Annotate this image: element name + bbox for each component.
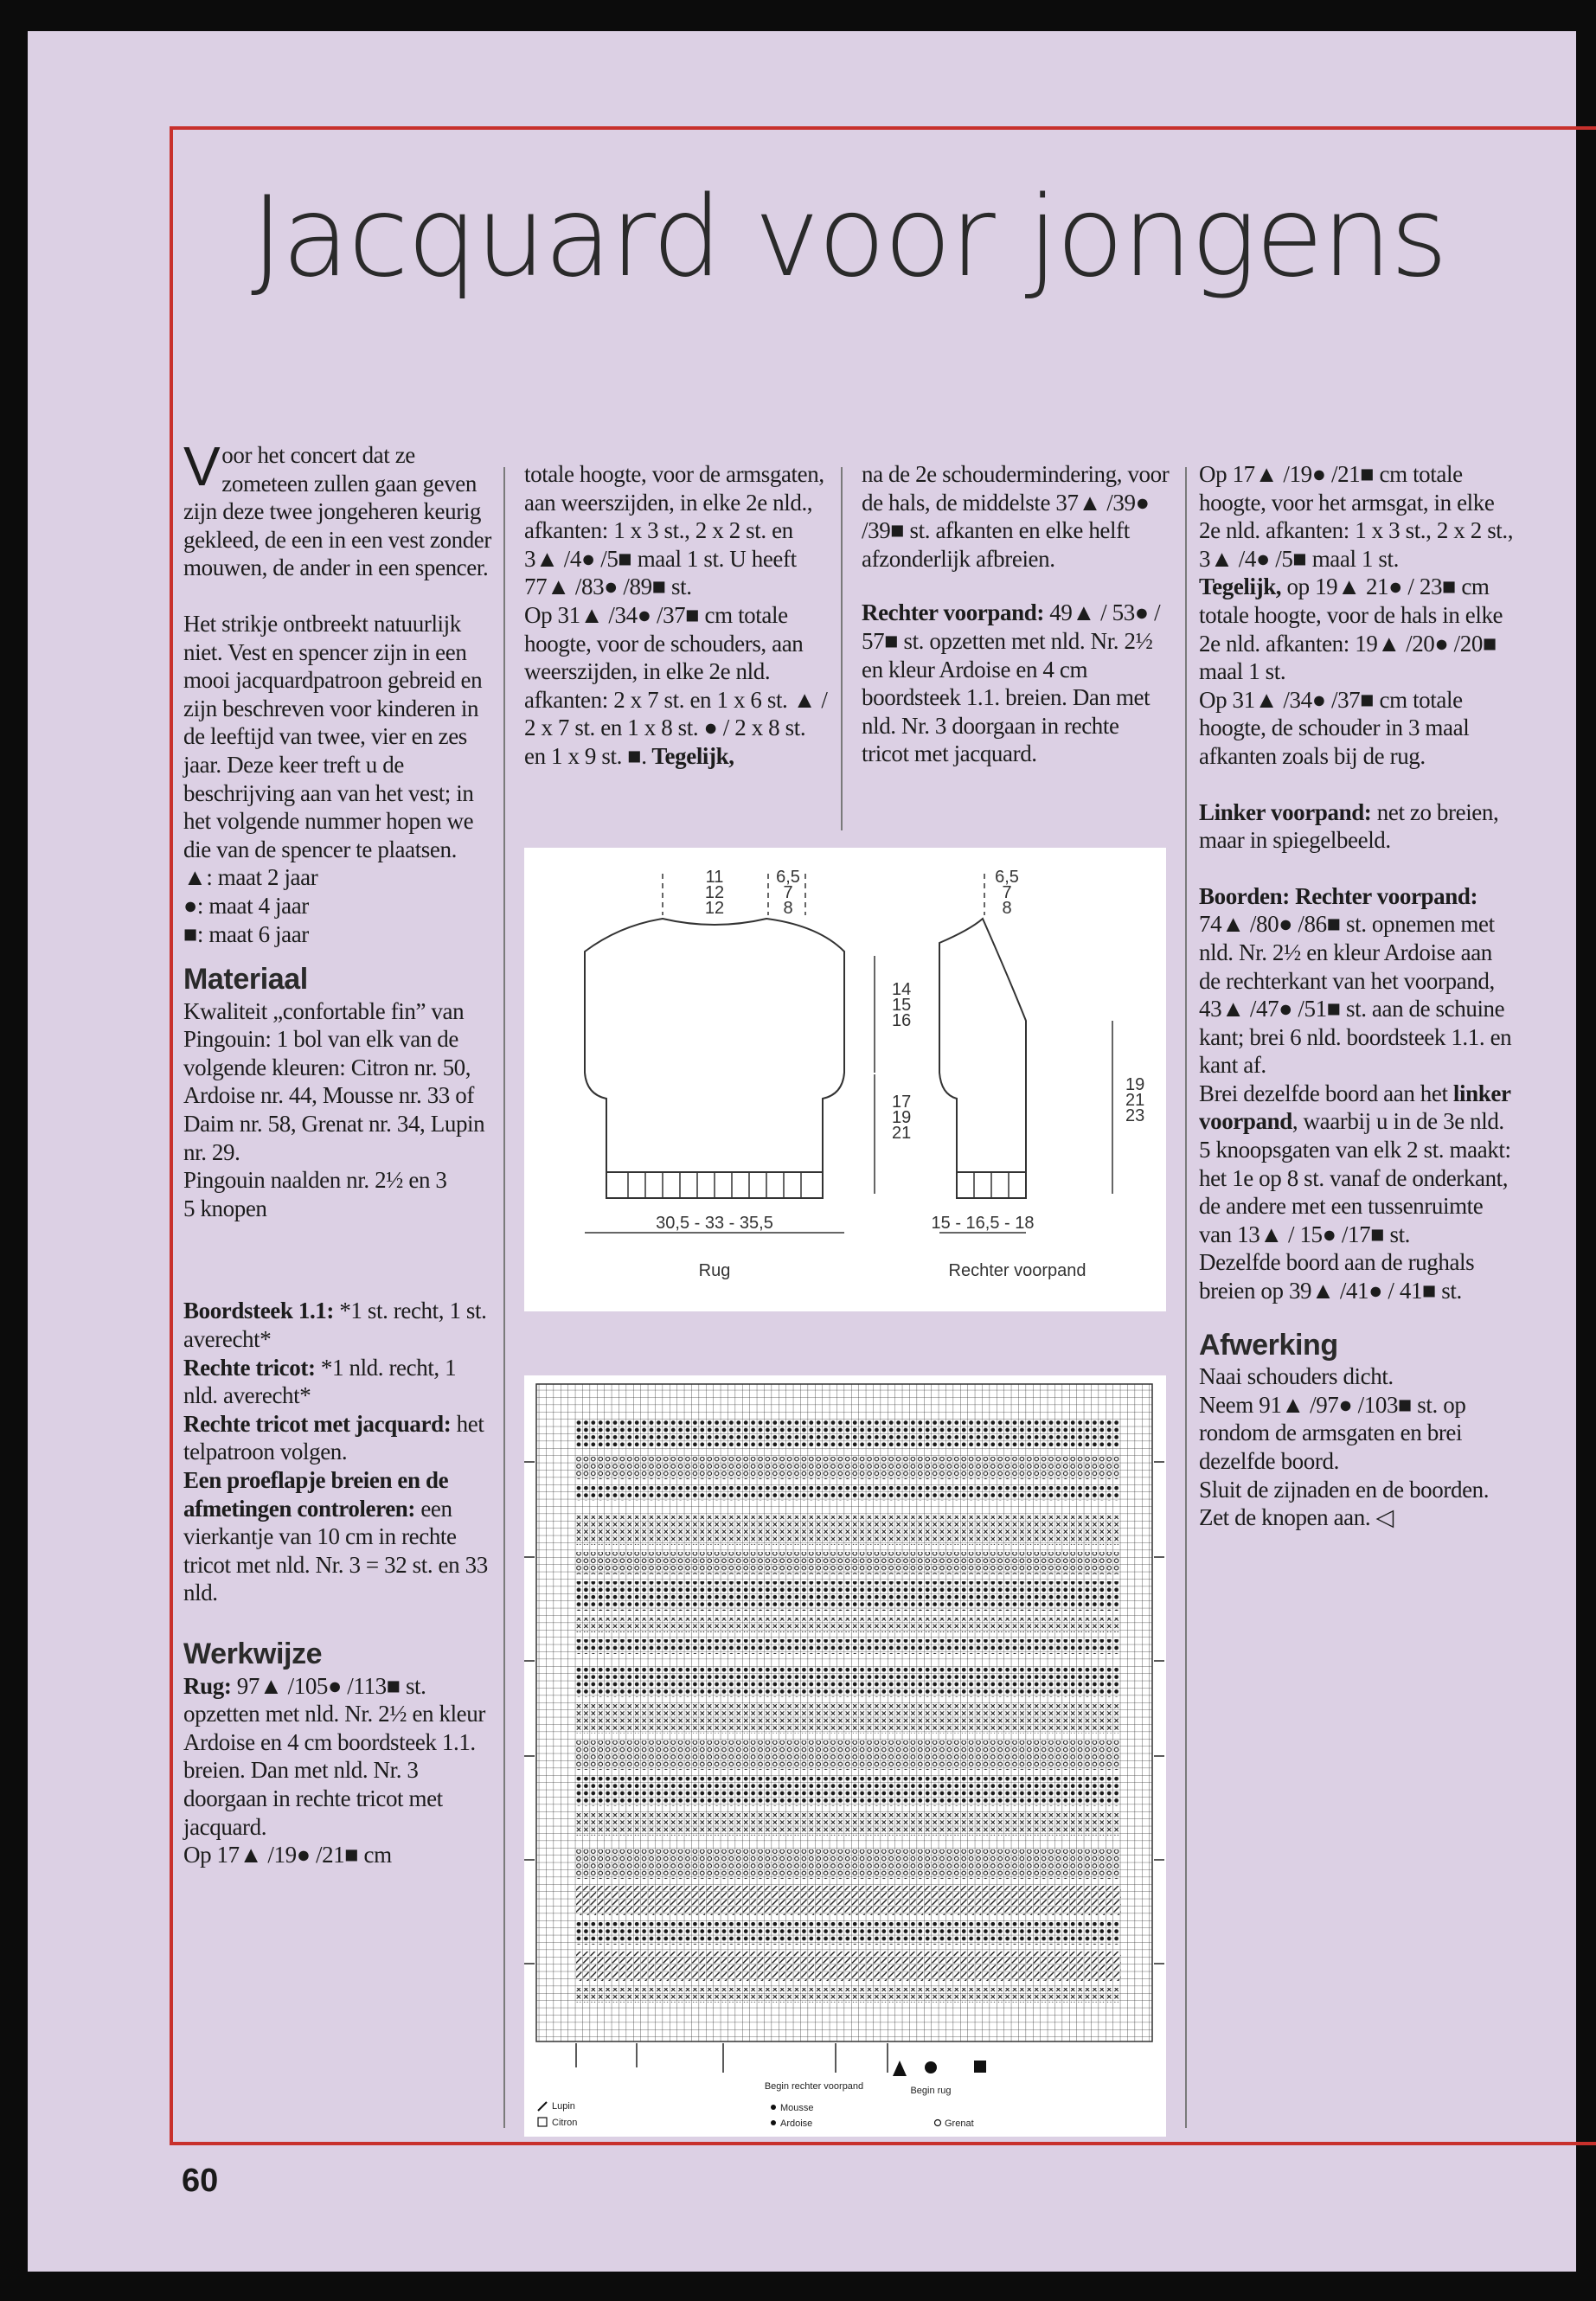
schematic-svg <box>524 848 1166 1311</box>
rug-top-v-1: 14 <box>892 980 912 999</box>
materiaal-text: Kwaliteit „confortable fin” van Pingouin: 1 bol van elk van de volgende kleuren: Citron nr. 50, Ardoise nr. 44, Mousse nr. 33 of Daim nr. 58, Grenat nr. 34, Lupin nr. 29. <box>183 997 485 1165</box>
afwerking-2: Neem 91▲ /97● /103■ st. op rondom de armsgaten en brei dezelfde boord. <box>1199 1391 1466 1474</box>
size-2-legend: ▲: maat 2 jaar <box>183 864 318 891</box>
col4-text-1: Op 17▲ /19● /21■ cm totale hoogte, voor het armsgat, in elke 2e nld. afkanten: 1 x 3 st., 2 x 2 st., 3▲ /4● /5■ maal 1 st. <box>1199 461 1514 572</box>
op17-text: Op 17▲ /19● /21■ cm <box>183 1842 392 1868</box>
schematic-diagram <box>524 848 1166 1311</box>
col4-text-3: Op 31▲ /34● /37■ cm totale hoogte, de schouder in 3 maal afkanten zoals bij de rug. <box>1199 686 1470 769</box>
rv-top-1: 6,5 <box>995 868 1019 887</box>
rug-neck-right-2: 7 <box>783 883 793 902</box>
jacquard-text: Rechte tricot met jacquard: het telpatroon volgen. <box>183 1410 484 1465</box>
rechter-voorpand-text: Rechter voorpand: 49▲ / 53● / 57■ st. opzetten met nld. Nr. 2½ en kleur Ardoise en 4 cm boordsteek 1.1. breien. Dan met nld. Nr. 3 doorgaan in rechte tricot met jacquard. <box>862 599 1161 767</box>
jacquard-chart-svg <box>524 1375 1166 2137</box>
rug-top-v-3: 16 <box>892 1011 912 1030</box>
legend-ardoise: Ardoise <box>780 2118 813 2129</box>
legend-lupin: Lupin <box>552 2101 575 2112</box>
boordsteek-text: Boordsteek 1.1: *1 st. recht, 1 st. averecht* <box>183 1298 487 1353</box>
legend-grenat: Grenat <box>945 2118 974 2129</box>
rechte-tricot-text: Rechte tricot: *1 nld. recht, 1 nld. averecht* <box>183 1354 457 1409</box>
rv-side-v-2: 21 <box>1125 1091 1145 1110</box>
rug-label: Rug <box>698 1261 731 1280</box>
tegelijk-text: Tegelijk, op 19▲ 21● / 23■ cm totale hoogte, voor de hals in elke 2e nld. afkanten: 19▲ /20● /20■ maal 1 st. <box>1199 574 1503 685</box>
legend-mousse: Mousse <box>780 2103 814 2113</box>
column-3 <box>862 460 1170 768</box>
knopen-text: 5 knopen <box>183 1195 267 1221</box>
column-1 <box>183 435 495 1869</box>
begin-rechter-voorpand: Begin rechter voorpand <box>764 2081 864 2092</box>
rv-top-3: 8 <box>1002 899 1012 918</box>
rv-side-v-1: 19 <box>1125 1075 1145 1094</box>
brei-boord-text: Brei dezelfde boord aan het linker voorpand, waarbij u in de 3e nld. 5 knoopsgaten van elk 2 st. maakt: het 1e op 8 st. vanaf de onderkant, de andere met een tussenruimte van 13▲ / 15● /17■ st. <box>1199 1080 1511 1247</box>
materiaal-heading: Materiaal <box>183 963 308 997</box>
frame-bottom-line <box>170 2142 1596 2145</box>
rv-side-v-3: 23 <box>1125 1106 1145 1125</box>
col2-text-2: Op 31▲ /34● /37■ cm totale hoogte, voor de schouders, aan weerszijden, in elke 2e nld. afkanten: 2 x 7 st. en 1 x 6 st. ▲ / 2 x 7 st. en 1 x 8 st. ● / 2 x 8 st. en 1 x 9 st. ■. Tegelijk, <box>524 601 828 769</box>
column-4 <box>1199 460 1514 1532</box>
col2-text-1: totale hoogte, voor de armsgaten, aan weerszijden, in elke 2e nld., afkanten: 1 x 3 st., 2 x 2 st. en 3▲ /4● /5■ maal 1 st. U heeft 77▲ /83● /89■ st. <box>524 461 824 600</box>
col3-text-1: na de 2e schoudermindering, voor de hals, de middelste 37▲ /39● /39■ st. afkanten en elke helft afzonderlijk afbreien. <box>862 461 1170 572</box>
frame-top-line <box>170 126 1596 130</box>
afwerking-heading: Afwerking <box>1199 1328 1338 1362</box>
legend-citron: Citron <box>552 2118 578 2128</box>
column-rule-3 <box>1185 467 1187 2128</box>
rv-width-dim: 15 - 16,5 - 18 <box>931 1214 1035 1233</box>
column-rule-2 <box>841 467 843 830</box>
afwerking-4: Zet de knopen aan. ◁ <box>1199 1504 1394 1531</box>
rug-neck-right-1: 6,5 <box>776 868 800 887</box>
linker-voorpand-text: Linker voorpand: net zo breien, maar in spiegelbeeld. <box>1199 798 1499 854</box>
triangle-marker <box>893 2061 907 2076</box>
rv-label: Rechter voorpand <box>948 1261 1086 1280</box>
rug-neck-left-1: 11 <box>705 868 724 887</box>
square-marker <box>974 2061 986 2073</box>
rug-outline <box>585 919 844 1194</box>
intro-paragraph-2: Het strikje ontbreekt natuurlijk niet. Vest en spencer zijn in een mooi jacquardpatroon gebreid en zijn beschreven voor kinderen in de leeftijd van twee, vier en zes jaar. Deze keer treft u de beschrijving aan van het vest; in het volgende nummer hopen we die van de spencer te plaatsen. <box>183 610 483 862</box>
rv-outline <box>939 919 1026 1194</box>
rug-text: Rug: 97▲ /105● /113■ st. opzetten met nld. Nr. 2½ en kleur Ardoise en 4 cm boordsteek 1.1. breien. Dan met nld. Nr. 3 doorgaan in rechte tricot met jacquard. <box>183 1672 485 1840</box>
circle-marker <box>925 2061 937 2073</box>
afwerking-1: Naai schouders dicht. <box>1199 1363 1394 1390</box>
chart-legend <box>538 2081 974 2129</box>
rv-top-2: 7 <box>1002 883 1012 902</box>
rug-neck-right-3: 8 <box>783 899 793 918</box>
rughals-text: Dezelfde boord aan de rughals breien op 39▲ /41● / 41■ st. <box>1199 1249 1475 1304</box>
page-number: 60 <box>182 2163 219 2199</box>
werkwijze-heading: Werkwijze <box>183 1637 323 1670</box>
rug-top-v-2: 15 <box>892 996 912 1015</box>
intro-paragraph: Voor het concert dat ze zometeen zullen gaan geven zijn deze twee jongeheren keurig gekleed, de een in een vest zonder mouwen, de ander in een spencer. <box>183 435 491 581</box>
jacquard-chart <box>524 1375 1166 2137</box>
rug-side-v-2: 19 <box>892 1108 912 1127</box>
proeflapje-text: Een proeflapje breien en de afmetingen controleren: een vierkantje van 10 cm in rechte tricot met nld. Nr. 3 = 32 st. en 33 nld. <box>183 1467 488 1606</box>
afwerking-3: Sluit de zijnaden en de boorden. <box>1199 1476 1490 1503</box>
column-rule-1 <box>503 467 505 2128</box>
page-title: Jacquard voor jongens <box>251 173 1446 302</box>
naalden-text: Pingouin naalden nr. 2½ en 3 <box>183 1167 447 1194</box>
rug-side-v-3: 21 <box>892 1124 912 1143</box>
column-2 <box>524 460 832 771</box>
rug-width-dim: 30,5 - 33 - 35,5 <box>656 1214 773 1233</box>
frame-left-line <box>170 126 173 2145</box>
boorden-text: Boorden: Rechter voorpand: 74▲ /80● /86■ st. opnemen met nld. Nr. 2½ en kleur Ardoise aan de rechterkant van het voorpand, 43▲ /47● /51■ st. aan de schuine kant; brei 6 nld. boordsteek 1.1. en kant af. <box>1199 882 1512 1079</box>
drop-cap: V <box>183 435 221 497</box>
rug-neck-left-3: 12 <box>704 899 725 918</box>
size-4-legend: ●: maat 4 jaar <box>183 892 309 919</box>
begin-rug: Begin rug <box>910 2086 952 2096</box>
rug-side-v-1: 17 <box>892 1093 912 1112</box>
size-6-legend: ■: maat 6 jaar <box>183 920 309 947</box>
rug-neck-left-2: 12 <box>704 883 725 902</box>
